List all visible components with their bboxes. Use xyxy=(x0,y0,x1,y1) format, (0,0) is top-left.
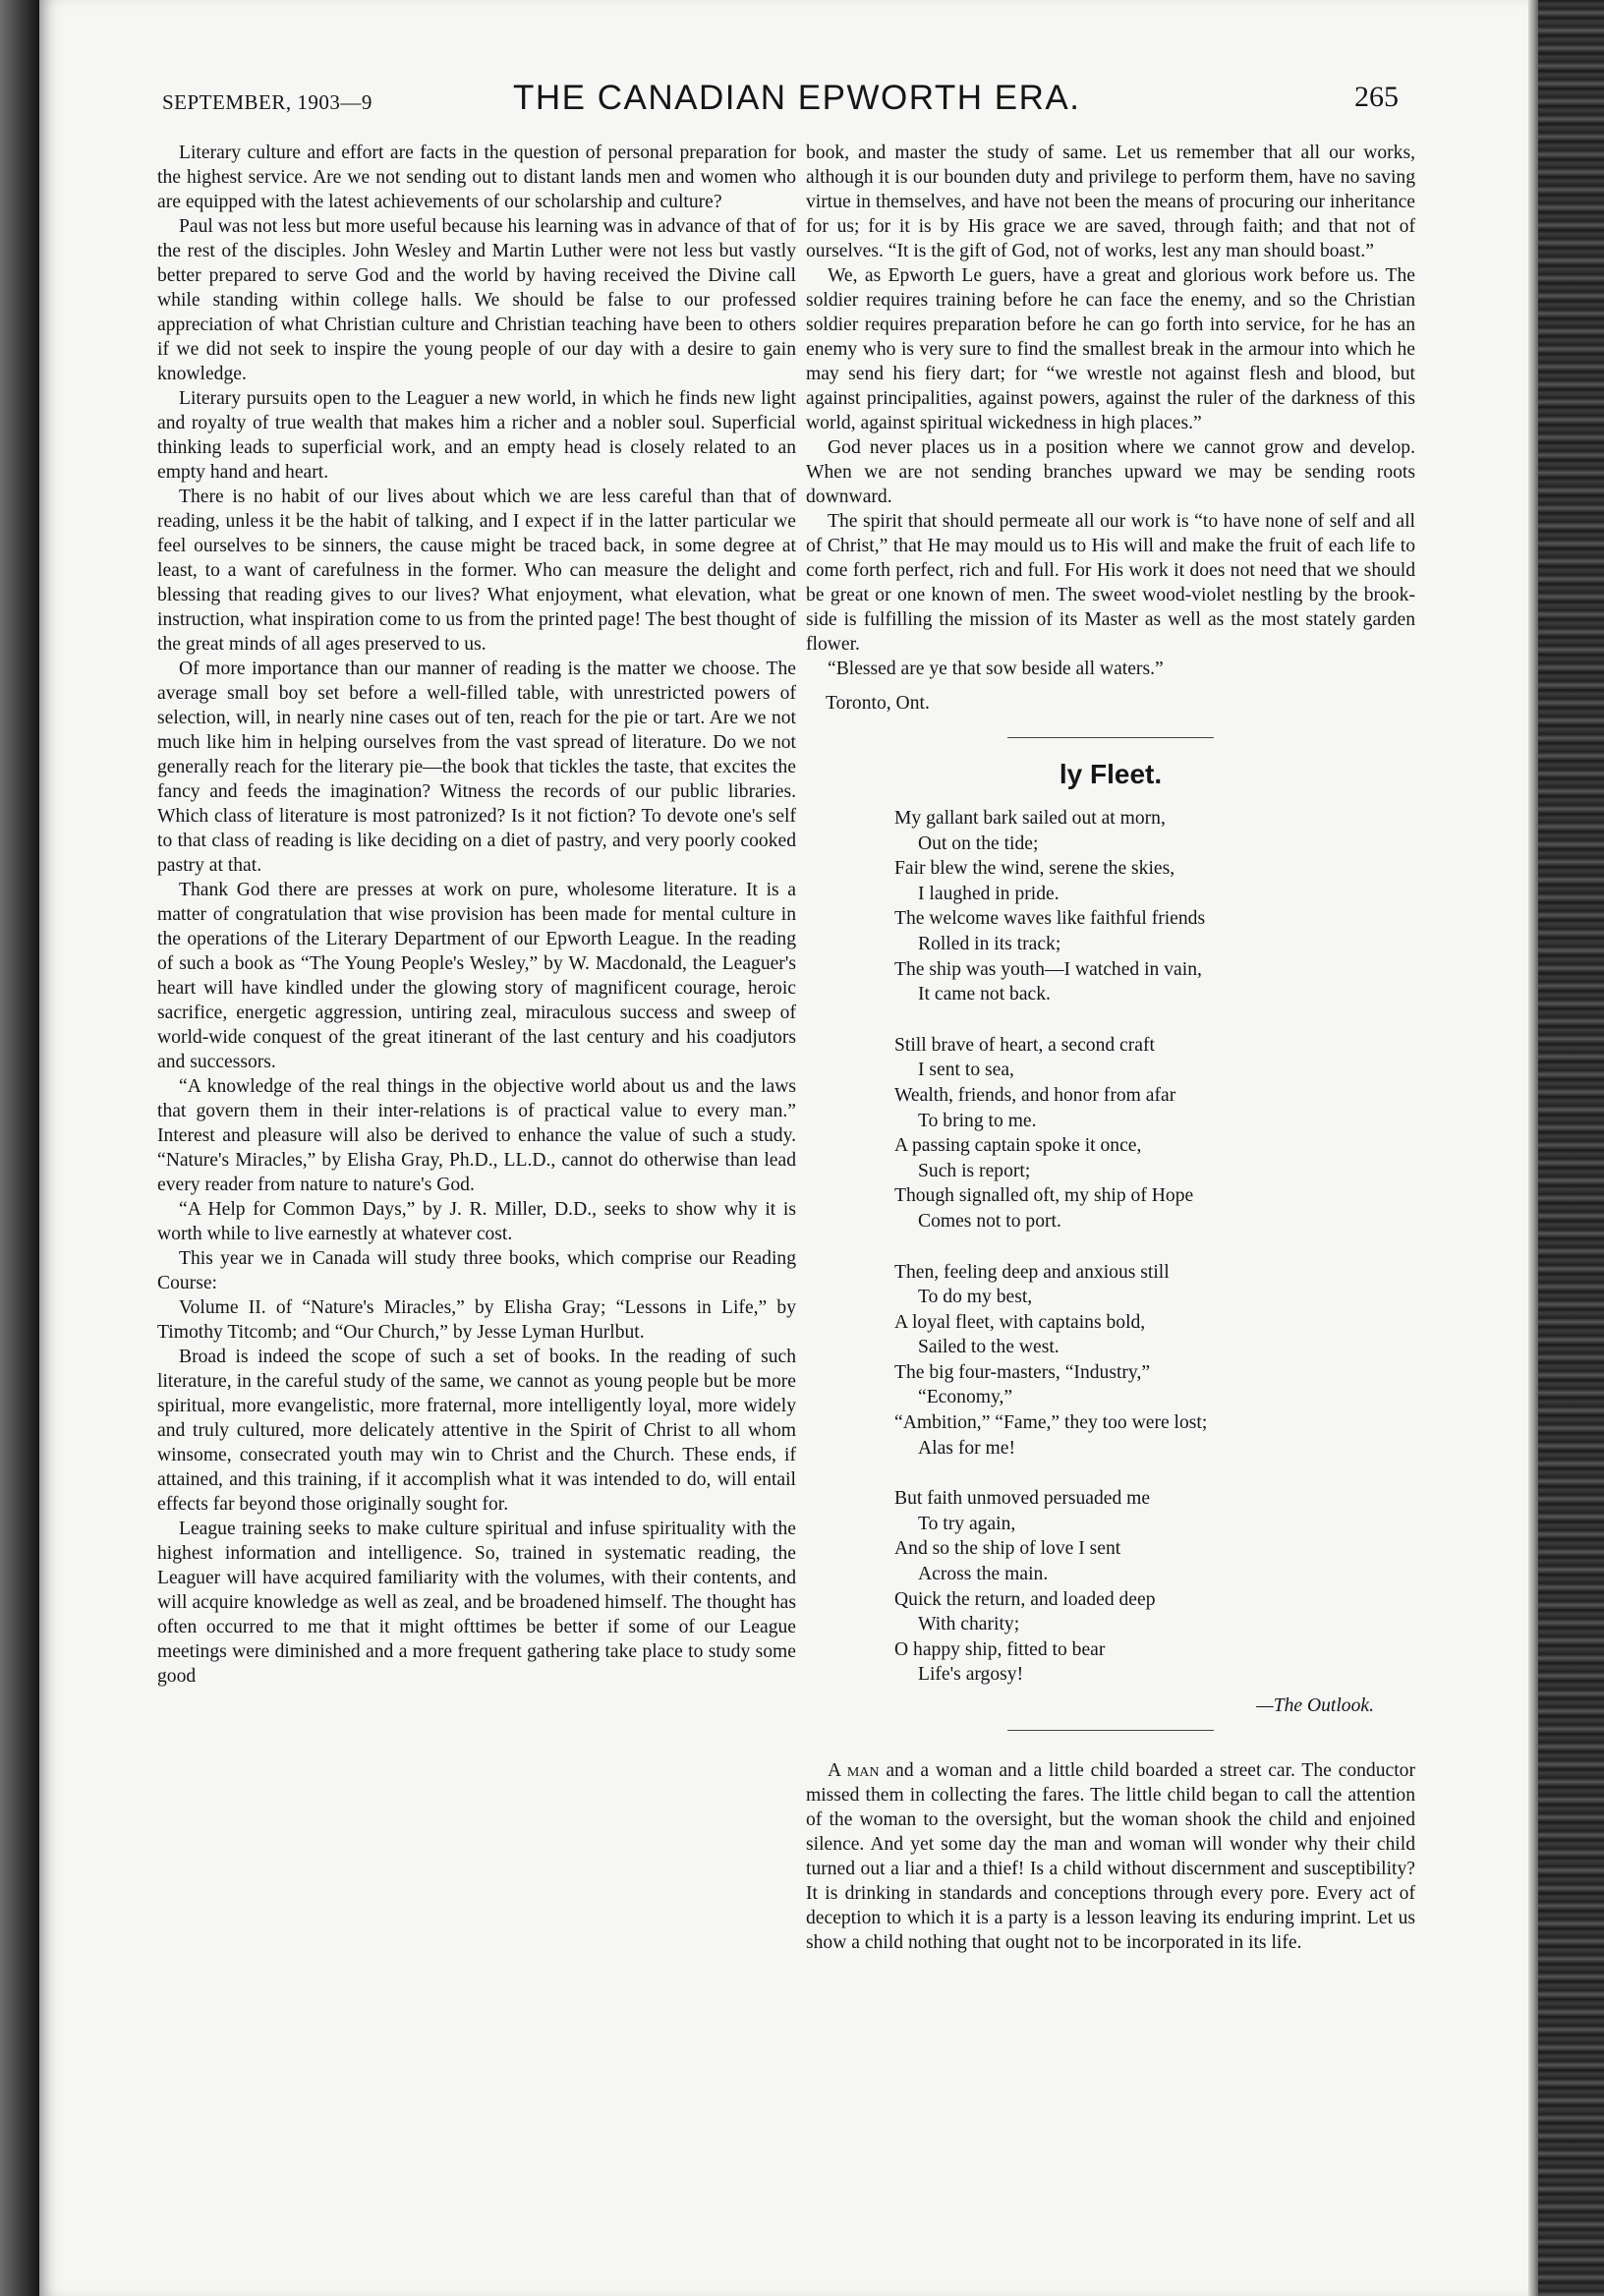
paragraph-body: and a woman and a little child boarded a street car. The conductor missed them in collecting the fares. The little child began to call the attention of the woman to the oversight, but the woman shook the child and enjoined silence. And yet some day the man and woman will wonder why their child turned out a liar and a thief! Is a child without discernment and susceptibility? It is drinking in standards and conceptions through every pore. Every act of deception to which it is a party is a lesson leaving its enduring imprint. Let us show a child nothing that ought not to be incorporated in its life. xyxy=(806,1760,1415,1953)
paragraph: book, and master the study of same. Let us remember that all our works, although it is our bounden duty and privilege to perform them, have no saving virtue in themselves, and have not been the means of procuring our inheritance for us; for it is by His grace we are saved, through faith; and that not of ourselves. “It is the gift of God, not of works, lest any man should boast.” xyxy=(806,143,1415,261)
paragraph xyxy=(806,1758,1415,1955)
poem-line: Fair blew the wind, serene the skies, xyxy=(894,858,1175,880)
poem-line: Then, feeling deep and anxious still xyxy=(894,1261,1170,1283)
paragraph: God never places us in a position where we cannot grow and develop. When we are not sending branches upward we may be sending roots downward. xyxy=(806,437,1415,507)
quotation: “Blessed are ye that sow beside all waters.” xyxy=(828,659,1164,679)
poem-title: ly Fleet. xyxy=(1059,759,1163,789)
poem-line: Sailed to the west. xyxy=(918,1337,1060,1358)
left-column xyxy=(157,141,796,1689)
paragraph: We, as Epworth Le guers, have a great and glorious work before us. The soldier requires training before he can face the enemy, and so the Christian soldier requires preparation before he can go forth into service, for he has an enemy who is very sure to find the smallest break in the armour into which he may send his fiery dart; for “we wrestle not against flesh and blood, but against principalities, against powers, against the ruler of the darkness of this world, against spiritual wickedness in high places.” xyxy=(806,265,1415,433)
book-spine xyxy=(1538,0,1604,2296)
running-header xyxy=(0,79,1604,130)
paragraph: Literary pursuits open to the Leaguer a new world, in which he finds new light and royalty of true wealth that makes him a richer and a nobler soul. Superficial thinking leads to superficial work, and an empty head is closely related to an empty hand and heart. xyxy=(157,388,796,483)
author-location: Toronto, Ont. xyxy=(826,693,930,714)
poem-line: To try again, xyxy=(918,1513,1016,1534)
poem-line: Quick the return, and loaded deep xyxy=(894,1588,1156,1610)
poem-line: Comes not to port. xyxy=(918,1210,1061,1232)
poem-line: I laughed in pride. xyxy=(918,883,1060,904)
poem-line: Across the main. xyxy=(918,1564,1049,1585)
poem-line: I sent to sea, xyxy=(918,1060,1014,1081)
poem-line: Out on the tide; xyxy=(918,832,1039,854)
paragraph: Of more importance than our manner of reading is the matter we choose. The average small boy set before a well-filled table, with unrestricted powers of selection, will, in nearly nine cases out of ten, reach for the pie or tart. Are we not much like him in helping ourselves from the vast spread of literature. Do we not generally reach for the literary pie—the book that tickles the taste, that excites the fancy and feeds the imagination? Witness the records of our public libraries. Which class of literature is most patronized? Is it not fiction? To devote one's self to that class of reading is like deciding on a diet of pastry, and very poorly cooked pastry at that. xyxy=(157,659,796,876)
poem-stanza xyxy=(894,806,1415,1007)
poem-line: To do my best, xyxy=(918,1287,1033,1308)
right-column xyxy=(806,141,1415,1955)
paragraph: “A knowledge of the real things in the objective world about us and the laws that govern them in their inter-relations is of practical value to every man.” Interest and pleasure will also be derived to enhance the value of such a study. “Nature's Miracles,” by Elisha Gray, Ph.D., LL.D., cannot do otherwise than lead every reader from nature to nature's God. xyxy=(157,1076,796,1195)
poem-line: Still brave of heart, a second craft xyxy=(894,1034,1155,1056)
paragraph: The spirit that should permeate all our work is “to have none of self and all of Christ,” that He may mould us to His will and make the fruit of each life to come forth perfect, rich and full. For His work it does not need that we should be great or one known of men. The sweet wood-violet nestling by the brook-side is fulfilling the mission of its Master as well as the most stately garden flower. xyxy=(806,511,1415,655)
poem-line: The ship was youth—I watched in vain, xyxy=(894,958,1202,980)
poem-line: The big four-masters, “Industry,” xyxy=(894,1361,1151,1383)
section-divider xyxy=(1007,1730,1214,1731)
running-date: SEPTEMBER, 1903—9 xyxy=(162,90,372,114)
paragraph: Broad is indeed the scope of such a set of books. In the reading of such literature, in the careful study of the same, we cannot as young people but be more spiritual, more evangelistic, more fraternal, more intelligently loyal, more widely and truly cultured, more delicately attentive in the Spirit of Christ to all whom winsome, consecrated youth may win to Christ and the Church. These ends, if attained, and this training, if it accomplish what it was intended to do, will entail effects far beyond those originally sought for. xyxy=(157,1347,796,1515)
poem-line: Alas for me! xyxy=(918,1437,1016,1459)
scan-left-border xyxy=(0,0,39,2296)
poem-line: My gallant bark sailed out at morn, xyxy=(894,808,1166,829)
paragraph: Paul was not less but more useful because his learning was in advance of that of the rest of the disciples. John Wesley and Martin Luther were not less but vastly better prepared to serve God and the world by having received the Divine call while standing within college halls. We should be false to our professed appreciation of what Christian culture and Christian teaching have been to others if we did not seek to inspire the young people of our day with a desire to gain knowledge. xyxy=(157,216,796,384)
poem-line: Life's argosy! xyxy=(918,1664,1024,1686)
poem-line: Wealth, friends, and honor from afar xyxy=(894,1084,1176,1106)
poem-stanza xyxy=(894,1033,1415,1234)
poem-line: “Ambition,” “Fame,” they too were lost; xyxy=(894,1412,1208,1434)
poem-line: And so the ship of love I sent xyxy=(894,1538,1121,1560)
poem-line: O happy ship, fitted to bear xyxy=(894,1638,1106,1660)
poem-line: The welcome waves like faithful friends xyxy=(894,908,1206,930)
poem-line: Rolled in its track; xyxy=(918,933,1061,954)
paragraph: League training seeks to make culture spiritual and infuse spirituality with the highest information and intelligence. So, trained in systematic reading, the Leaguer will have acquired familiarity with the volumes, with their contents, and will acquire knowledge as well as zeal, and be broadened himself. The thought has often occurred to me that it might ofttimes be better if some of our League meetings were diminished and a more frequent gathering take place to study some good xyxy=(157,1519,796,1687)
poem-line: With charity; xyxy=(918,1614,1020,1636)
poem-line: Such is report; xyxy=(918,1160,1031,1181)
poem-line: A passing captain spoke it once, xyxy=(894,1135,1142,1157)
publication-title: THE CANADIAN EPWORTH ERA. xyxy=(513,79,1081,117)
paragraph: Thank God there are presses at work on pure, wholesome literature. It is a matter of congratulation that wise provision has been made for mental culture in the operations of the Literary Department of our Epworth League. In the reading of such a book as “The Young People's Wesley,” by W. Macdonald, the Leaguer's heart will have kindled under the glowing story of magnificent courage, heroic sacrifice, energetic aggression, untiring zeal, miraculous success and sweep of world-wide conquest of the great itinerant of the last century and his coadjutors and successors. xyxy=(157,880,796,1072)
poem-line: A loyal fleet, with captains bold, xyxy=(894,1311,1146,1333)
paragraph: There is no habit of our lives about which we are less careful than that of reading, unless it be the habit of talking, and I expect if in the latter particular we feel ourselves to be sinners, the cause might be traced back, in some degree at least, to a want of carefulness in the former. Who can measure the delight and blessing that reading gives to our lives? What enjoyment, what elevation, what instruction, what inspiration come to us from the printed page! The best thought of the great minds of all ages preserved to us. xyxy=(157,487,796,655)
paragraph: This year we in Canada will study three books, which comprise our Reading Course: xyxy=(157,1248,796,1293)
poem-stanza xyxy=(894,1486,1415,1688)
poem-line: To bring to me. xyxy=(918,1110,1037,1131)
paragraph: Volume II. of “Nature's Miracles,” by Elisha Gray; “Lessons in Life,” by Timothy Titcomb; and “Our Church,” by Jesse Lyman Hurlbut. xyxy=(157,1297,796,1343)
poem-line: But faith unmoved persuaded me xyxy=(894,1488,1151,1510)
paragraph: Literary culture and effort are facts in the question of personal preparation for the highest service. Are we not sending out to distant lands men and women who are equipped with the latest achievements of our scholarship and culture? xyxy=(157,143,796,212)
paragraph: “A Help for Common Days,” by J. R. Miller, D.D., seeks to show why it is worth while to live earnestly at whatever cost. xyxy=(157,1199,796,1244)
poem-line: Though signalled oft, my ship of Hope xyxy=(894,1185,1194,1207)
poem-credit: —The Outlook. xyxy=(1256,1695,1374,1716)
section-divider xyxy=(1007,737,1214,738)
poem-stanza xyxy=(894,1260,1415,1462)
poem-line: “Economy,” xyxy=(918,1387,1013,1408)
poem-line: It came not back. xyxy=(918,984,1051,1005)
lead-in: A man xyxy=(828,1760,880,1781)
page-number: 265 xyxy=(1354,81,1399,113)
